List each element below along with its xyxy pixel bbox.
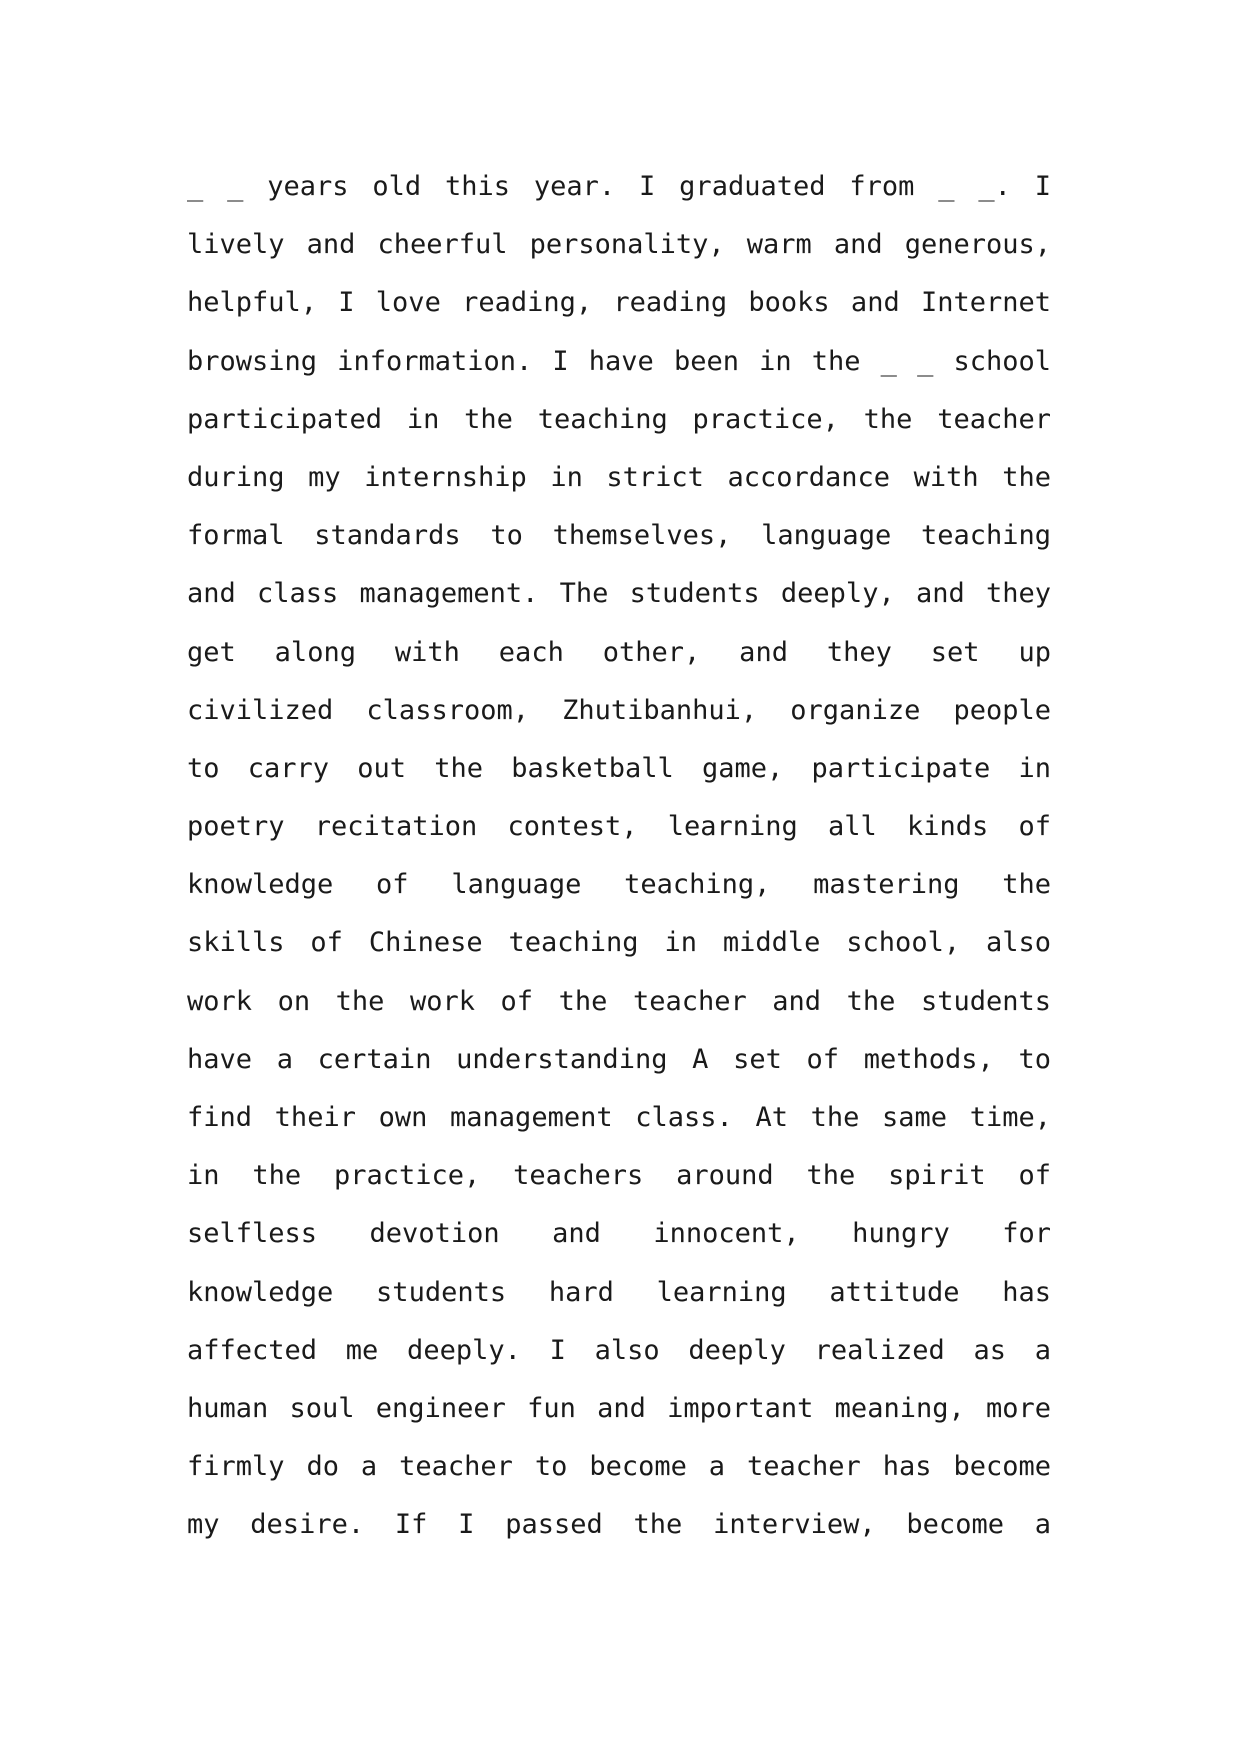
- body-text: [187, 164, 1051, 1561]
- text-line: work on the work of the teacher and the students: [187, 985, 1051, 1017]
- text-line: find their own management class. At the same time,: [187, 1102, 1051, 1133]
- text-line: to carry out the basketball game, participate in: [187, 752, 1051, 784]
- text-line: firmly do a teacher to become a teacher has become: [187, 1451, 1051, 1483]
- text-line: poetry recitation contest, learning all kinds of: [187, 811, 1051, 843]
- text-line: _ _ years old this year. I graduated from _ _. I: [187, 171, 1051, 202]
- text-line: selfless devotion and innocent, hungry for: [187, 1218, 1051, 1250]
- text-line: affected me deeply. I also deeply realized as a: [187, 1334, 1051, 1366]
- text-line: get along with each other, and they set up: [187, 636, 1051, 668]
- text-line: my desire. If I passed the interview, become a: [187, 1509, 1051, 1541]
- text-line: lively and cheerful personality, warm and generous,: [187, 229, 1051, 261]
- text-line: skills of Chinese teaching in middle school, also: [187, 927, 1051, 959]
- text-line: human soul engineer fun and important meaning, more: [187, 1392, 1051, 1424]
- text-line: have a certain understanding A set of methods, to: [187, 1043, 1051, 1075]
- text-line: knowledge students hard learning attitude has: [187, 1276, 1051, 1308]
- text-line: in the practice, teachers around the spirit of: [187, 1160, 1051, 1192]
- text-line: during my internship in strict accordance with the: [187, 461, 1051, 493]
- text-line: knowledge of language teaching, mastering the: [187, 869, 1051, 901]
- text-line: helpful, I love reading, reading books and Internet: [187, 287, 1051, 319]
- text-line: formal standards to themselves, language teaching: [187, 520, 1051, 552]
- text-line: participated in the teaching practice, the teacher: [187, 403, 1051, 435]
- text-line: browsing information. I have been in the _ _ school: [187, 345, 1051, 377]
- text-line: and class management. The students deeply, and they: [187, 578, 1051, 610]
- text-line: civilized classroom, Zhutibanhui, organize people: [187, 694, 1051, 726]
